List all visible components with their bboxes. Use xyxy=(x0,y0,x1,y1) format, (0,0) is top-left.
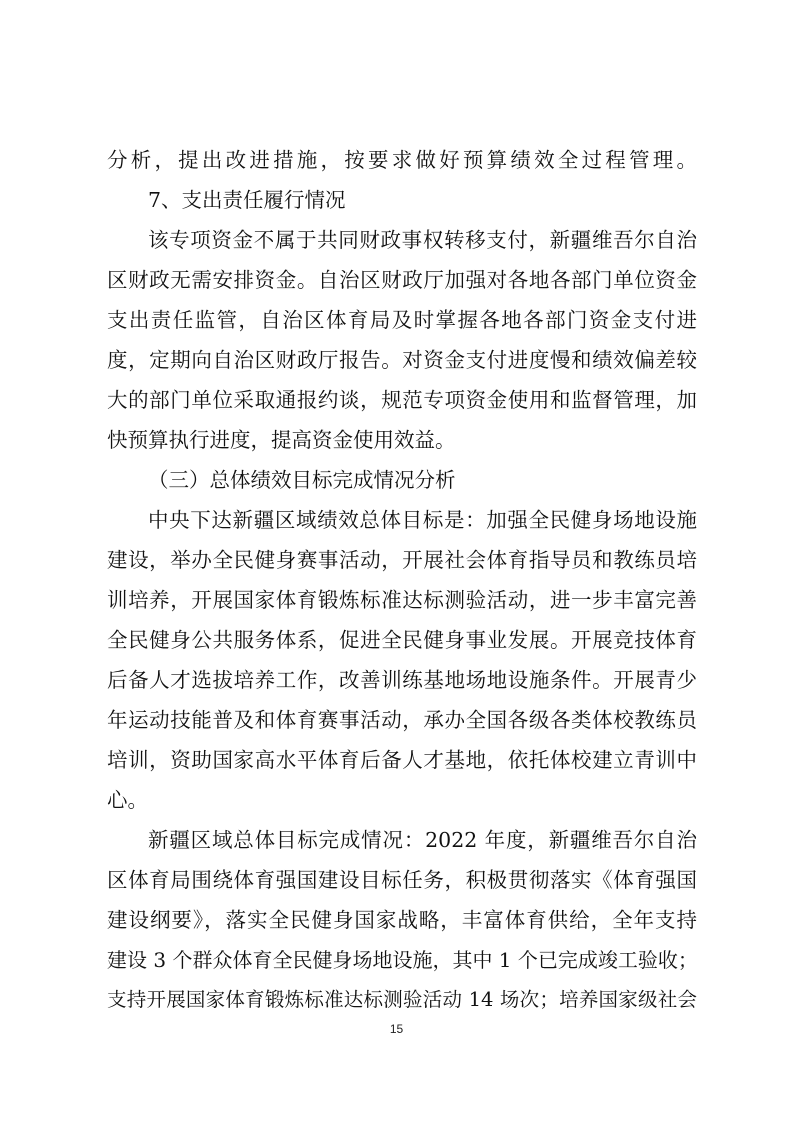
text-line: 后备人才选拔培养工作，改善训练基地场地设施条件。开展青少 xyxy=(107,668,697,692)
text-line: 建设 3 个群众体育全民健身场地设施，其中 1 个已完成竣工验收； xyxy=(107,948,698,972)
body-text xyxy=(107,140,697,1020)
text-line: 支持开展国家体育锻炼标准达标测验活动 14 场次；培养国家级社会 xyxy=(107,988,697,1011)
text-line: 建设，举办全民健身赛事活动，开展社会体育指导员和教练员培 xyxy=(107,548,697,572)
text-line: 快预算执行进度，提高资金使用效益。 xyxy=(107,428,456,452)
text-line: 培训，资助国家高水平体育后备人才基地，依托体校建立青训中 xyxy=(107,748,697,772)
text-line: 新疆区域总体目标完成情况：2022 年度，新疆维吾尔自治 xyxy=(148,828,697,852)
text-line: 心。 xyxy=(107,788,148,812)
text-line: 度，定期向自治区财政厅报告。对资金支付进度慢和绩效偏差较 xyxy=(107,348,697,372)
text-line: 区财政无需安排资金。自治区财政厅加强对各地各部门单位资金 xyxy=(107,268,697,292)
text-line: 该专项资金不属于共同财政事权转移支付，新疆维吾尔自治 xyxy=(148,228,697,252)
text-line: 建设纲要》，落实全民健身国家战略，丰富体育供给，全年支持 xyxy=(107,908,697,932)
text-line: 区体育局围绕体育强国建设目标任务，积极贯彻落实《体育强国 xyxy=(107,868,697,892)
text-line: 中央下达新疆区域绩效总体目标是：加强全民健身场地设施 xyxy=(148,508,697,532)
text-line: 年运动技能普及和体育赛事活动，承办全国各级各类体校教练员 xyxy=(107,708,697,732)
text-line: 全民健身公共服务体系，促进全民健身事业发展。开展竞技体育 xyxy=(107,628,697,652)
section-heading-3: （三）总体绩效目标完成情况分析 xyxy=(148,468,456,492)
text-line: 支出责任监管，自治区体育局及时掌握各地各部门资金支付进 xyxy=(107,308,697,332)
text-line: 分析，提出改进措施，按要求做好预算绩效全过程管理。 xyxy=(107,148,697,172)
page-number: 15 xyxy=(389,1022,404,1036)
section-heading-7: 7、支出责任履行情况 xyxy=(148,188,346,212)
text-line: 训培养，开展国家体育锻炼标准达标测验活动，进一步丰富完善 xyxy=(107,588,697,612)
text-line: 大的部门单位采取通报约谈，规范专项资金使用和监督管理，加 xyxy=(107,388,697,412)
